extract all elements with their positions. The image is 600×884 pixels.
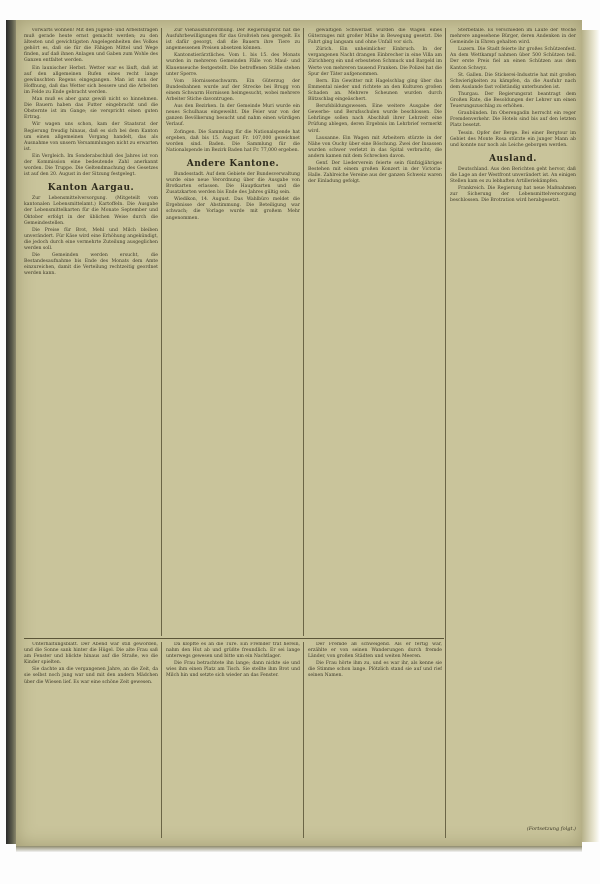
paragraph: Aus den Bezirken. In der Gemeinde Muri wurde ein neues Schulhaus eingeweiht. Die Feier war von der ganzen Bevölkerung besucht und nahm einen würdigen Verlauf. xyxy=(166,104,300,128)
paragraph: Wir wagen uns schon, kam der Staatsrat der Regierung freudig hinaus, daß es sich bei dem Kanton um einen allgemeinen Vorgang handelt, das als Ausnahme von unsern Versammlungen nicht zu erwarten ist. xyxy=(24,122,158,152)
paragraph: Zürich. Ein unheimlicher Einbruch. In der vergangenen Nacht drangen Einbrecher in eine Villa am Zürichberg ein und erbeuteten Schmuck und Bargeld im Werte von mehreren tausend Franken. Die Polizei hat die Spur der Täter aufgenommen. xyxy=(308,47,442,77)
page-shadow xyxy=(16,846,582,852)
paragraph: Bundesstadt. Auf dem Gebiete der Bundesverwaltung wurde eine neue Verordnung über die Ausgabe von Brotkarten erlassen. Die Hauptkarten und die Zusatzkarten werden bis Ende des Jahres gültig sein. xyxy=(166,171,300,196)
feuilleton-divider xyxy=(24,638,444,639)
paragraph: Sterbefälle. Es verschieden im Laufe der Woche mehrere angesehene Bürger, deren Andenken in der Gemeinde in Ehren gehalten wird. xyxy=(450,28,576,46)
paragraph: Bern. Ein Gewitter mit Hagelschlag ging über das Emmental nieder und richtete an den Kulturen großen Schaden an. Mehrere Scheunen wurden durch Blitzschlag eingeäschert. xyxy=(308,78,442,103)
section-heading-kanton-aargau: Kanton Aargau. xyxy=(47,183,135,194)
book-spine-edge xyxy=(6,20,16,844)
paragraph: Die Frau hörte ihm zu, und es war ihr, als kenne sie die Stimme schon lange. Plötzlich stand sie auf und rief seinen Namen. xyxy=(308,661,442,679)
feuilleton-column-3 xyxy=(308,642,442,838)
continuation-note: (Fortsetzung folgt.) xyxy=(526,826,576,832)
paragraph: St. Gallen. Die Stickerei-Industrie hat mit großen Schwierigkeiten zu kämpfen, da die Ausfuhr nach dem Auslande fast vollständig unterbunden ist. xyxy=(450,72,576,90)
section-heading-andere-kantone: Andere Kantone. xyxy=(186,158,280,169)
feuilleton-column-2 xyxy=(166,642,300,838)
paragraph: Frankreich. Die Regierung hat neue Maßnahmen zur Sicherung der Lebensmittelversorgung beschlossen. Die Brotration wird herabgesetzt. xyxy=(450,186,576,204)
paragraph: Da klopfte es an die Türe. Ein Fremder trat herein, nahm den Hut ab und grüßte freundlich. Er sei lange unterwegs gewesen und bitte um ein Nachtlager. xyxy=(166,642,300,660)
paragraph: Die Gemeinden werden ersucht, die Bestandesaufnahme bis Ende des Monats dem Amte einzureichen, damit die Verteilung rechtzeitig geordnet werden kann. xyxy=(24,253,158,277)
column-rule xyxy=(303,642,304,838)
paragraph: Die Frau betrachtete ihn lange; dann nickte sie und wies ihm einen Platz am Tisch. Sie stellte ihm Brot und Milch hin und setzte sich wieder an das Fenster. xyxy=(166,661,300,679)
section-heading-ausland: Ausland. xyxy=(489,153,537,164)
paragraph: Man muß es aber ganz gewiß nicht so hinnehmen. Die Bauern haben das Futter eingebracht und die Obsternte ist im Gange; sie verspricht einen guten Ertrag. xyxy=(24,97,158,121)
paragraph: Berufsbildungswesen. Eine weitere Ausgabe der Gewerbe- und Berufsschulen wurde beschlossen. Die Lehrlinge sollen nach Abschluß ihrer Lehrzeit eine Prüfung ablegen, deren Ergebnis im Lehrbrief vermerkt wird. xyxy=(308,104,442,134)
paragraph: Tessin. Opfer der Berge. Bei einer Bergtour im Gebiet des Monte Rosa stürzte ein junger Mann ab und konnte nur noch als Leiche geborgen werden. xyxy=(450,130,576,148)
column-1 xyxy=(24,28,158,636)
paragraph: Unterhaltungsblatt. Der Abend war still geworden, und die Sonne sank hinter die Hügel. Die alte Frau saß am Fenster und blickte hinaus auf die Straße, wo die Kinder spielten. xyxy=(24,642,158,666)
paragraph: Genf. Der Liederverein feierte sein fünfzigjähriges Bestehen mit einem großen Konzert in der Victoria-Halle. Zahlreiche Vereine aus der ganzen Schweiz waren der Einladung gefolgt. xyxy=(308,160,442,185)
column-rule xyxy=(445,28,446,838)
paragraph: Thurgau. Der Regierungsrat beantragt dem Großen Rate, die Besoldungen der Lehrer um einen Teuerungszuschlag zu erhöhen. xyxy=(450,91,576,110)
paragraph: Ein launischer Herbst. Wetter war es läuft, daß ist auf den allgemeinen Rufen eines recht lange gewünschten Regens eingegangen. Man ist nun der Hoffnung, daß das Wetter sich bessere und die Arbeiten im Felde zu Ende gebracht werden. xyxy=(24,65,158,95)
next-page-edge xyxy=(582,30,600,842)
feuilleton-column-1 xyxy=(24,642,158,838)
paragraph: Vom Hornissenschwarm. Ein Güterzug der Bundesbahnen wurde auf der Strecke bei Brugg von einem Schwarm Hornissen heimgesucht, wobei mehrere Arbeiter Stiche davontrugen. xyxy=(166,78,300,103)
paragraph: Lausanne. Ein Wagen mit Arbeitern stürzte in der Nähe von Ouchy über eine Böschung. Zwei der Insassen wurden schwer verletzt in das Spital verbracht; die andern kamen mit dem Schrecken davon. xyxy=(308,135,442,159)
paragraph: Ein Vergleich. Im Sonderabschluß des Jahres ist von der Kommission eine bedeutende Zahl anerkannt worden. Die Truppe. Die Geltendmachung des Gesetzes ist auf den 20. August in der Sitzung festgelegt. xyxy=(24,153,158,178)
paragraph: Zur Lebensmittelversorgung. (Mitgeteilt vom kantonalen Lebensmittelamt.) Kartoffeln. Die Ausgabe der Lebensmittelkarten für die Monate September und Oktober erfolgt in der üblichen Weise durch die Gemeindestellen. xyxy=(24,196,158,226)
paragraph: Der Fremde aß schweigend. Als er fertig war, erzählte er von seinen Wanderungen durch fremde Länder, von großen Städten und weiten Meeren. xyxy=(308,642,442,660)
column-rule xyxy=(303,28,304,636)
paragraph: Zofingen. Die Sammlung für die Nationalspende hat ergeben, daß bis 15. August Fr. 107,000 gezeichnet worden sind. Baden. Die Sammlung für die Nationalspende im Bezirk Baden hat Fr. 77,000 ergeben. xyxy=(166,129,300,153)
paragraph: Graubünden. Im Oberengadin herrscht ein reger Fremdenverkehr. Die Hotels sind bis auf den letzten Platz besetzt. xyxy=(450,111,576,129)
column-rule xyxy=(161,642,162,838)
paragraph: Die Preise für Brot, Mehl und Milch bleiben unverändert. Für Käse wird eine Erhöhung angekündigt, die jedoch durch eine vermehrte Zuteilung ausgeglichen werden soll. xyxy=(24,227,158,251)
paragraph: gewaltigen Schwerlast wurden die Wagen eines Güterzuges mit großer Mühe in Bewegung gesetzt. Die Fahrt ging langsam und ohne Unfall vor sich. xyxy=(308,28,442,46)
column-rule xyxy=(161,28,162,636)
paragraph: Sie dachte an die vergangenen Jahre, an die Zeit, da sie selbst noch jung war und mit den andern Mädchen über die Wiesen lief. Es war eine schöne Zeit gewesen. xyxy=(24,667,158,685)
paragraph: Wiedikon, 14. August. Das Wahlbüro meldet die Ergebnisse der Abstimmung. Die Beteiligung war schwach; die Vorlage wurde mit großem Mehr angenommen. xyxy=(166,197,300,221)
paragraph: Luzern. Die Stadt feierte ihr großes Schützenfest. An dem Wettkampf nahmen über 500 Schützen teil. Der erste Preis fiel an einen Schützen aus dem Kanton Schwyz. xyxy=(450,47,576,71)
paragraph: Kantonstierärztliches. Vom 1. bis 15. des Monats wurden in mehreren Gemeinden Fälle von Maul- und Klauenseuche festgestellt. Die betroffenen Ställe stehen unter Sperre. xyxy=(166,53,300,77)
paragraph: Zur Viehausfuhrordnung. Der Regierungsrat hat die Ausfuhrbewilligungen für das Großvieh neu geregelt. Es ist dafür gesorgt, daß die Bauern ihre Tiere zu angemessenen Preisen absetzen können. xyxy=(166,28,300,52)
paragraph: Deutschland. Aus den Berichten geht hervor, daß die Lage an der Westfront unverändert ist. An einigen Stellen kam es zu lebhaften Artilleriekämpfen. xyxy=(450,166,576,184)
column-4 xyxy=(450,28,576,838)
newspaper-page xyxy=(16,20,582,846)
paragraph: vorwärts wohnen! Mit den Jugend- und Arbeitsfragen muß gerade heute ernst gemacht werden; zu den ältesten und gewichtigsten Angelegenheiten des Volkes gehört es, daß sie für die Fähigen Mittel und Wege finden, auf daß ihnen Anlagen und Gaben zum Wohle des Ganzen entfaltet werden. xyxy=(24,28,158,64)
column-2 xyxy=(166,28,300,636)
column-3 xyxy=(308,28,442,636)
